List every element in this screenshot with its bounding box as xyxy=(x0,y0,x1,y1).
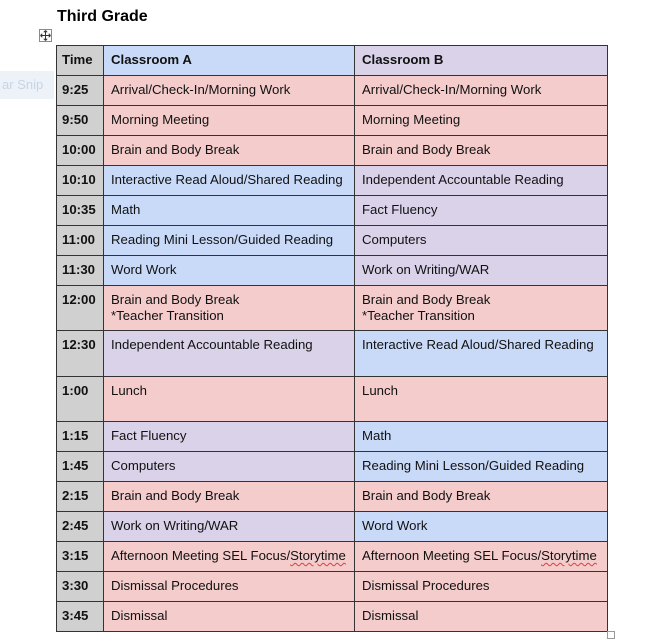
table-row xyxy=(57,286,608,331)
classroom-a-cell[interactable]: Dismissal Procedures xyxy=(104,572,355,602)
classroom-b-cell[interactable]: Morning Meeting xyxy=(355,106,608,136)
spellcheck-flagged-word[interactable]: Storytime xyxy=(541,548,597,563)
classroom-b-cell[interactable]: Lunch xyxy=(355,377,608,422)
table-row xyxy=(57,136,608,166)
classroom-b-cell[interactable]: Arrival/Check-In/Morning Work xyxy=(355,76,608,106)
classroom-a-cell[interactable]: Lunch xyxy=(104,377,355,422)
time-cell[interactable]: 12:30 xyxy=(57,331,104,377)
classroom-b-cell[interactable] xyxy=(355,286,608,331)
classroom-a-cell[interactable]: Fact Fluency xyxy=(104,422,355,452)
table-row xyxy=(57,572,608,602)
classroom-a-cell[interactable]: Dismissal xyxy=(104,602,355,632)
header-classroom-a[interactable]: Classroom A xyxy=(104,46,355,76)
classroom-a-cell[interactable] xyxy=(104,286,355,331)
classroom-b-cell[interactable]: Brain and Body Break xyxy=(355,136,608,166)
classroom-b-cell[interactable]: Fact Fluency xyxy=(355,196,608,226)
table-row xyxy=(57,331,608,377)
table-row xyxy=(57,422,608,452)
time-cell[interactable]: 1:00 xyxy=(57,377,104,422)
time-cell[interactable]: 3:30 xyxy=(57,572,104,602)
classroom-b-cell[interactable]: Dismissal xyxy=(355,602,608,632)
table-row xyxy=(57,226,608,256)
classroom-a-cell[interactable]: Brain and Body Break xyxy=(104,136,355,166)
table-row xyxy=(57,76,608,106)
classroom-b-cell[interactable]: Computers xyxy=(355,226,608,256)
time-cell[interactable]: 9:50 xyxy=(57,106,104,136)
table-row xyxy=(57,602,608,632)
classroom-a-cell[interactable]: Word Work xyxy=(104,256,355,286)
table-move-handle-icon[interactable] xyxy=(39,29,52,42)
classroom-a-cell[interactable]: Interactive Read Aloud/Shared Reading xyxy=(104,166,355,196)
time-cell[interactable]: 9:25 xyxy=(57,76,104,106)
table-row xyxy=(57,452,608,482)
classroom-a-cell[interactable]: Independent Accountable Reading xyxy=(104,331,355,377)
header-classroom-b[interactable]: Classroom B xyxy=(355,46,608,76)
table-row xyxy=(57,196,608,226)
classroom-b-cell[interactable]: Math xyxy=(355,422,608,452)
time-cell[interactable]: 2:45 xyxy=(57,512,104,542)
cell-text: Afternoon Meeting SEL Focus/ xyxy=(111,548,291,563)
time-cell[interactable]: 1:45 xyxy=(57,452,104,482)
table-row xyxy=(57,542,608,572)
time-cell[interactable]: 11:00 xyxy=(57,226,104,256)
header-time[interactable]: Time xyxy=(57,46,104,76)
classroom-b-cell[interactable]: Reading Mini Lesson/Guided Reading xyxy=(355,452,608,482)
cell-line-note: *Teacher Transition xyxy=(111,308,224,323)
table-row xyxy=(57,482,608,512)
classroom-a-cell[interactable]: Computers xyxy=(104,452,355,482)
time-cell[interactable]: 10:35 xyxy=(57,196,104,226)
classroom-b-cell[interactable]: Work on Writing/WAR xyxy=(355,256,608,286)
classroom-a-cell[interactable]: Arrival/Check-In/Morning Work xyxy=(104,76,355,106)
cell-text: Afternoon Meeting SEL Focus/ xyxy=(362,548,542,563)
time-cell[interactable]: 1:15 xyxy=(57,422,104,452)
classroom-b-cell[interactable]: Independent Accountable Reading xyxy=(355,166,608,196)
cell-line: Brain and Body Break xyxy=(111,292,240,307)
classroom-b-cell[interactable]: Dismissal Procedures xyxy=(355,572,608,602)
cell-line: Brain and Body Break xyxy=(362,292,491,307)
time-cell[interactable]: 11:30 xyxy=(57,256,104,286)
classroom-b-cell[interactable]: Interactive Read Aloud/Shared Reading xyxy=(355,331,608,377)
table-header-row xyxy=(57,46,608,76)
classroom-b-cell[interactable]: Word Work xyxy=(355,512,608,542)
cell-line-note: *Teacher Transition xyxy=(362,308,475,323)
table-row xyxy=(57,377,608,422)
classroom-a-cell[interactable]: Morning Meeting xyxy=(104,106,355,136)
time-cell[interactable]: 2:15 xyxy=(57,482,104,512)
time-cell[interactable]: 12:00 xyxy=(57,286,104,331)
time-cell[interactable]: 10:10 xyxy=(57,166,104,196)
schedule-table[interactable] xyxy=(56,45,608,632)
table-row xyxy=(57,256,608,286)
spellcheck-flagged-word[interactable]: Storytime xyxy=(290,548,346,563)
table-row xyxy=(57,106,608,136)
classroom-a-cell[interactable]: Brain and Body Break xyxy=(104,482,355,512)
classroom-b-cell[interactable] xyxy=(355,542,608,572)
table-row xyxy=(57,512,608,542)
table-row xyxy=(57,166,608,196)
time-cell[interactable]: 3:15 xyxy=(57,542,104,572)
classroom-a-cell[interactable]: Reading Mini Lesson/Guided Reading xyxy=(104,226,355,256)
classroom-a-cell[interactable]: Work on Writing/WAR xyxy=(104,512,355,542)
classroom-b-cell[interactable]: Brain and Body Break xyxy=(355,482,608,512)
table-resize-handle-icon[interactable] xyxy=(607,631,615,639)
page-title: Third Grade xyxy=(57,8,148,25)
classroom-a-cell[interactable]: Math xyxy=(104,196,355,226)
classroom-a-cell[interactable] xyxy=(104,542,355,572)
time-cell[interactable]: 3:45 xyxy=(57,602,104,632)
background-snip-toolbar-text: ar Snip xyxy=(0,71,54,99)
time-cell[interactable]: 10:00 xyxy=(57,136,104,166)
